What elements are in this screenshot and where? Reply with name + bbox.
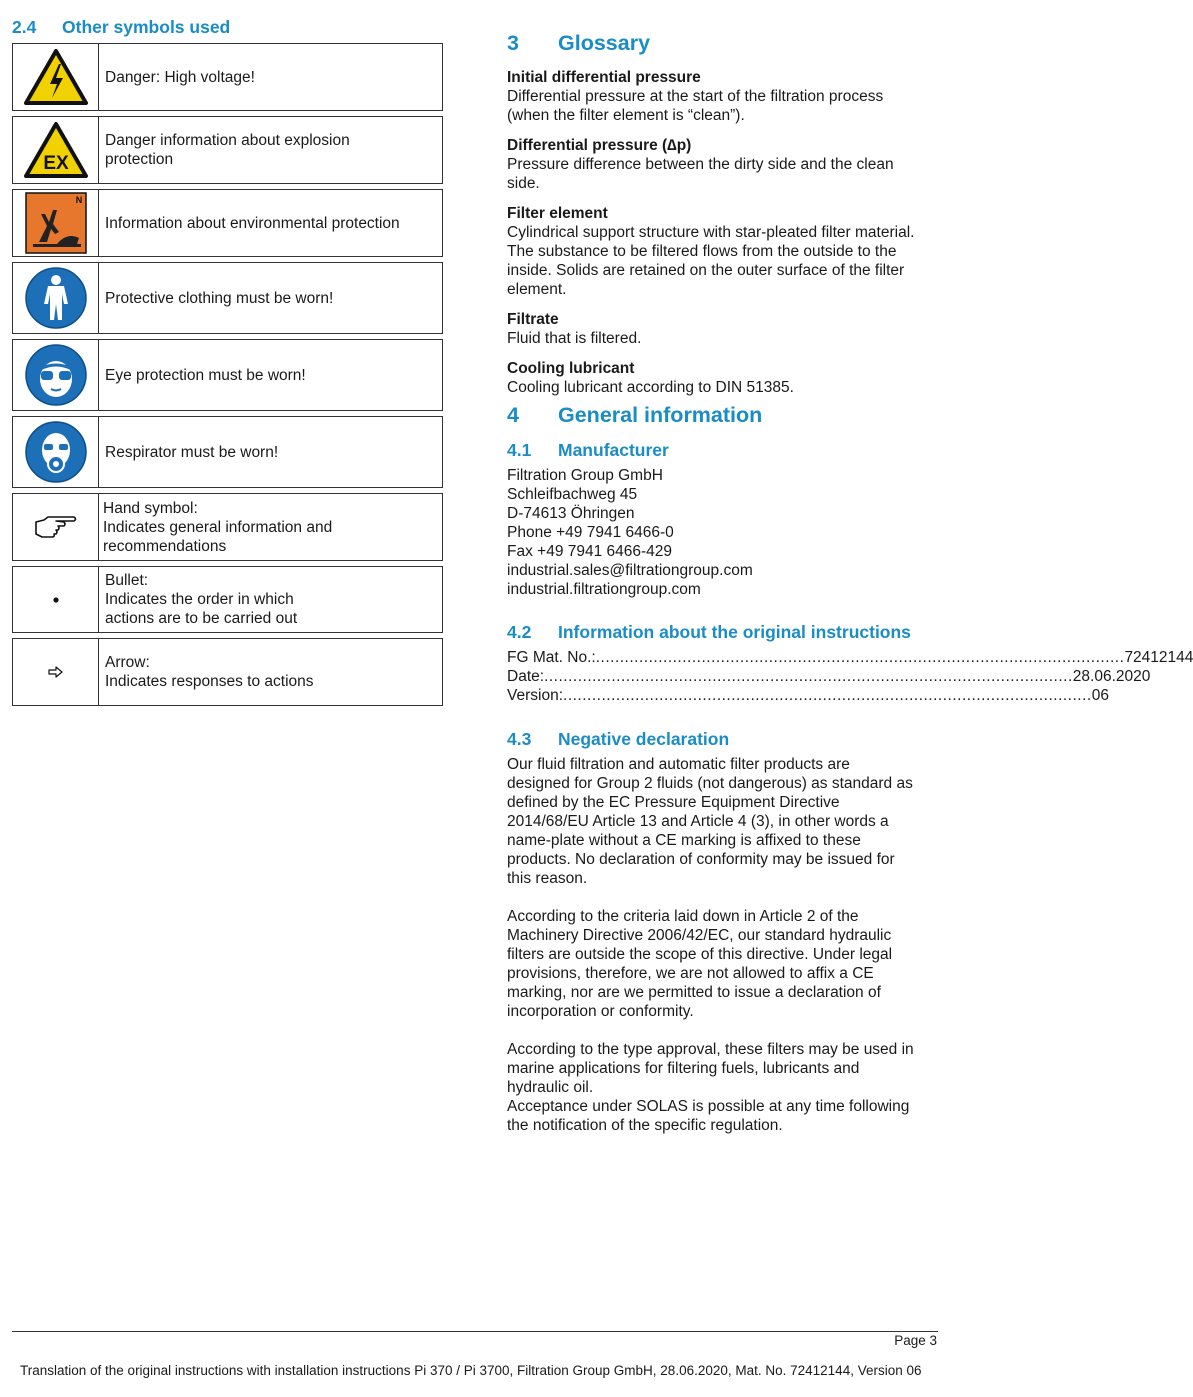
glossary-entry	[507, 310, 937, 348]
arrow-icon	[13, 639, 99, 705]
symbol-description: Eye protection must be worn!	[105, 366, 306, 384]
info-value: 06	[1091, 687, 1109, 704]
section-number: 4	[507, 403, 519, 427]
glossary-entry	[507, 68, 937, 125]
negative-declaration-body	[507, 755, 937, 1135]
symbol-description: Information about environmental protection	[105, 214, 400, 232]
symbol-row	[12, 116, 443, 184]
glossary-entry	[507, 359, 937, 397]
company-name: Filtration Group GmbH	[507, 467, 663, 484]
section-number: 3	[507, 31, 519, 55]
info-label: Date:	[507, 668, 545, 685]
fax: Fax +49 7941 6466-429	[507, 543, 673, 560]
symbol-description: Bullet: Indicates the order in which actions are to be carried out	[105, 572, 298, 627]
glossary-term: Filtrate	[507, 311, 559, 328]
explosion-protection-icon	[13, 117, 99, 183]
paragraph: Our fluid filtration and automatic filter products are designed for Group 2 fluids (not dangerous) as standard as defined by the EC Pressure Equipment Directive 2014/68/EU Article 13 and Article 4 (3), in other words a name-plate without a CE marking is affixed to these products. No declaration of conformity may be issued for this reason.	[507, 756, 913, 887]
info-line: Date: .............................................................................................................. 28.06.2020	[507, 668, 1151, 685]
symbol-description: Arrow: Indicates responses to actions	[105, 654, 314, 690]
footer-text: Translation of the original instructions with installation instructions Pi 370 / Pi 3700, Filtration Group GmbH, 28.06.2020, Mat. No. 72412144, Version 06	[20, 1363, 922, 1378]
symbol-description: Danger: High voltage!	[105, 68, 255, 86]
website-link[interactable]: industrial.filtrationgroup.com	[507, 581, 701, 598]
info-label: Version:	[507, 687, 564, 704]
glossary-term: Initial differential pressure	[507, 69, 701, 86]
manufacturer-heading	[507, 440, 669, 461]
info-line: FG Mat. No.: .............................................................................................................. 72412144	[507, 649, 1193, 666]
section-number: 4.1	[507, 440, 532, 460]
glossary-entry	[507, 136, 937, 193]
page-number: Page 3	[894, 1333, 937, 1348]
section-title: Negative declaration	[558, 729, 730, 749]
eye-protection-icon	[13, 340, 99, 410]
glossary-definition: Cooling lubricant according to DIN 51385.	[507, 379, 794, 396]
city: D-74613 Öhringen	[507, 505, 635, 522]
glossary-definition: Pressure difference between the dirty side and the clean side.	[507, 156, 894, 192]
section-2-4-heading	[12, 17, 230, 38]
manufacturer-address	[507, 466, 937, 599]
hand-pointing-icon	[13, 494, 99, 560]
original-instructions-info	[507, 648, 1193, 705]
street: Schleifbachweg 45	[507, 486, 638, 503]
section-title: General information	[558, 403, 763, 427]
symbol-row	[12, 416, 443, 488]
footer-divider	[12, 1331, 938, 1332]
glossary-definition: Differential pressure at the start of the filtration process (when the filter element is “clean”).	[507, 88, 884, 124]
symbol-row	[12, 339, 443, 411]
section-number: 2.4	[12, 17, 37, 37]
info-line: Version: .............................................................................................................. 06	[507, 687, 1109, 704]
general-information-heading	[507, 403, 762, 428]
environmental-hazard-icon	[13, 190, 99, 256]
glossary-definition: Fluid that is filtered.	[507, 330, 642, 347]
env-label: N	[75, 195, 82, 205]
section-number: 4.2	[507, 622, 532, 642]
section-number: 4.3	[507, 729, 532, 749]
symbol-row	[12, 189, 443, 257]
symbol-row	[12, 43, 443, 111]
symbol-description: Protective clothing must be worn!	[105, 289, 334, 307]
symbol-row	[12, 262, 443, 334]
glossary-term: Cooling lubricant	[507, 360, 635, 377]
respirator-icon	[13, 417, 99, 487]
symbol-description: Respirator must be worn!	[105, 443, 279, 461]
phone: Phone +49 7941 6466-0	[507, 524, 674, 541]
info-value: 28.06.2020	[1072, 668, 1151, 685]
ex-label: EX	[42, 153, 69, 174]
symbol-row	[12, 638, 443, 706]
glossary-list	[507, 68, 937, 397]
symbol-description: Danger information about explosion protection	[105, 132, 350, 168]
symbol-description: Hand symbol: Indicates general information and recommendations	[103, 499, 333, 555]
symbol-row	[12, 493, 443, 561]
glossary-entry	[507, 204, 937, 299]
negative-declaration-heading	[507, 729, 729, 750]
paragraph: According to the type approval, these filters may be used in marine applications for filtering fuels, lubricants and hydraulic oil. Acceptance under SOLAS is possible at any time following the notification of the specific regulation.	[507, 1041, 914, 1134]
paragraph: According to the criteria laid down in Article 2 of the Machinery Directive 2006/42/EC, our standard hydraulic filters are outside the scope of this directive. Under legal provisions, therefore, we are not allowed to affix a CE marking, nor are we permitted to issue a declaration of incorporation or conformity.	[507, 908, 893, 1020]
symbol-row	[12, 566, 443, 633]
section-title: Other symbols used	[62, 17, 231, 37]
section-title: Glossary	[558, 31, 651, 55]
info-value: 72412144	[1124, 649, 1193, 666]
original-instructions-heading	[507, 622, 911, 643]
glossary-term: Filter element	[507, 205, 608, 222]
glossary-definition: Cylindrical support structure with star-pleated filter material. The substance to be filtered flows from the outside to the inside. Solids are retained on the outer surface of the filter element.	[507, 224, 915, 298]
section-title: Information about the original instructions	[558, 622, 911, 642]
email-link[interactable]: industrial.sales@filtrationgroup.com	[507, 562, 753, 579]
glossary-heading	[507, 31, 650, 56]
section-title: Manufacturer	[558, 440, 669, 460]
bullet-icon	[13, 567, 99, 632]
high-voltage-warning-icon	[13, 44, 99, 110]
glossary-term: Differential pressure (∆p)	[507, 137, 692, 154]
info-label: FG Mat. No.:	[507, 649, 596, 666]
protective-clothing-icon	[13, 263, 99, 333]
